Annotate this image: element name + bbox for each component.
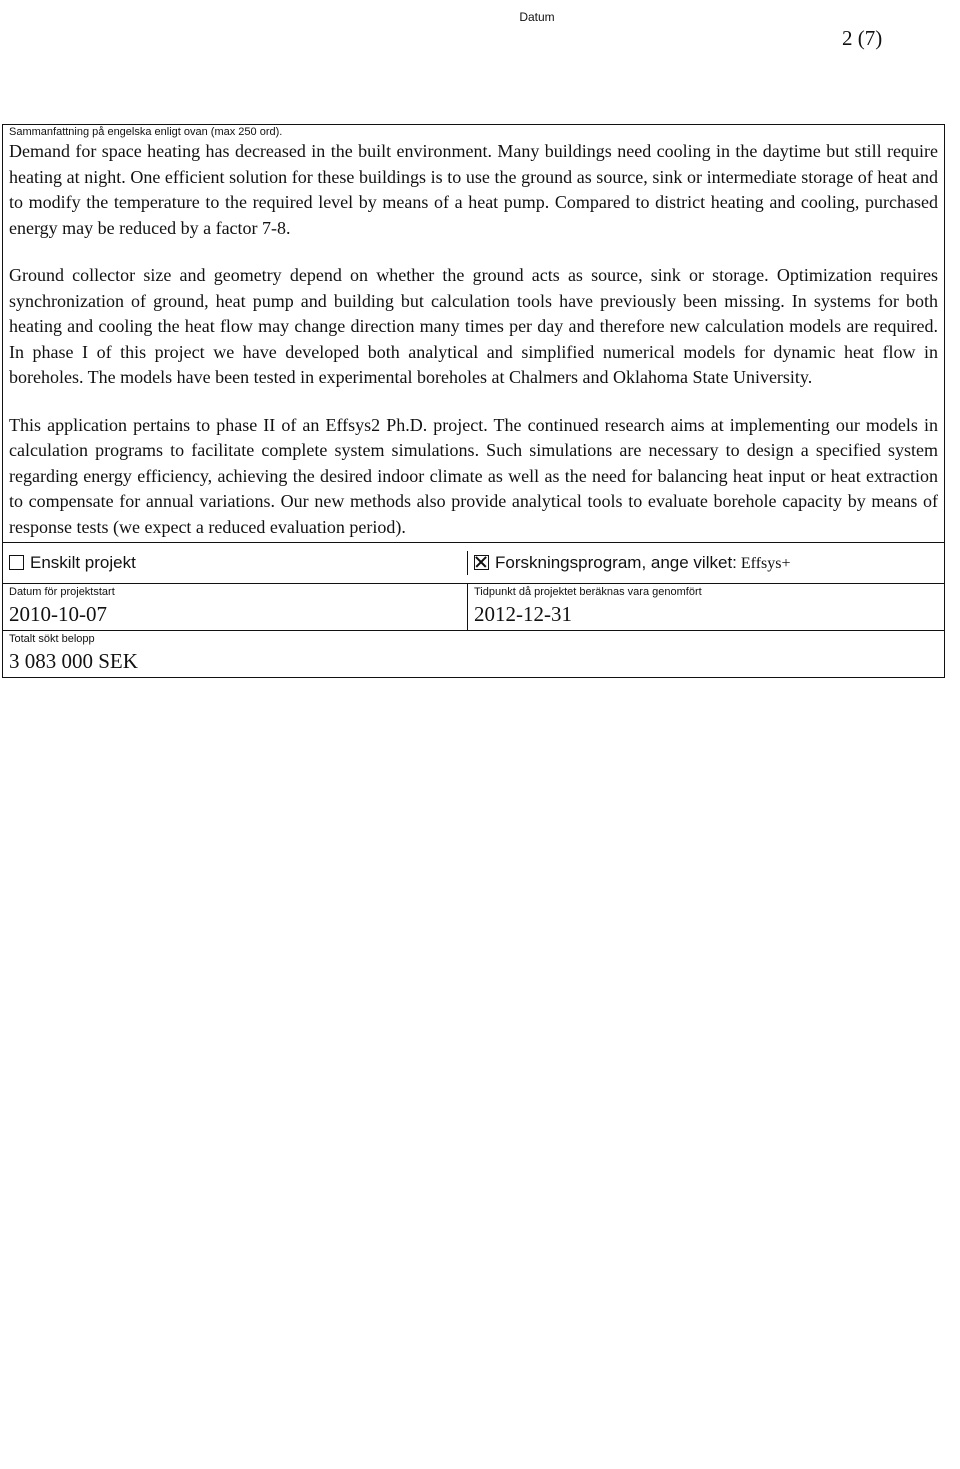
- dates-row: [3, 584, 944, 631]
- amount-label: Totalt sökt belopp: [9, 633, 95, 645]
- single-project-label: Enskilt projekt: [30, 553, 136, 572]
- end-date-value: 2012-12-31: [474, 602, 572, 626]
- amount-value: 3 083 000 SEK: [9, 649, 138, 673]
- research-program-name: Effsys+: [740, 555, 791, 572]
- start-date-label: Datum för projektstart: [9, 586, 115, 598]
- amount-cell: [3, 631, 144, 677]
- page-number: 2 (7): [842, 26, 883, 50]
- amount-row: [3, 631, 944, 677]
- application-form: [2, 124, 945, 678]
- single-project-cell[interactable]: [3, 551, 468, 575]
- start-date-cell: [3, 584, 468, 630]
- research-program-checkbox[interactable]: [474, 555, 489, 570]
- research-program-label: Forskningsprogram, ange vilket:: [495, 553, 737, 572]
- research-program-cell[interactable]: [468, 551, 944, 575]
- end-date-label: Tidpunkt då projektet beräknas vara genomfört: [474, 586, 702, 598]
- project-type-row: [3, 543, 944, 584]
- summary-paragraph-1: Demand for space heating has decreased in the built environment. Many buildings need cooling in the daytime but still require heating at night. One efficient solution for these buildings is to use the ground as source, sink or intermediate storage of heat and to modify the temperature to the required level by means of a heat pump. Compared to district heating and cooling, purchased energy may be reduced by a factor 7-8.: [9, 141, 938, 238]
- single-project-checkbox[interactable]: [9, 555, 24, 570]
- summary-paragraph-2: Ground collector size and geometry depend on whether the ground acts as source, sink or storage. Optimization requires synchronization of ground, heat pump and building but calculation tools have previously been missing. In systems for both heating and cooling the heat flow may change direction many times per day and therefore new calculation models are required. In phase I of this project we have developed both analytical and simplified numerical models for dynamic heat flow in boreholes. The models have been tested in experimental boreholes at Chalmers and Oklahoma State University.: [9, 265, 938, 387]
- summary-paragraph-3: This application pertains to phase II of an Effsys2 Ph.D. project. The continued research aims at implementing our models in calculation programs to facilitate complete system simulations. Such simulations are necessary to design a specified system regarding energy efficiency, achieving the desired indoor climate as well as the need for balancing heat input or heat extraction to compensate for annual variations. Our new methods also provide analytical tools to evaluate borehole capacity by means of response tests (we expect a reduced evaluation period).: [9, 414, 938, 537]
- end-date-cell: [468, 584, 944, 630]
- start-date-value: 2010-10-07: [9, 602, 107, 626]
- summary-label: Sammanfattning på engelska enligt ovan (max 250 ord).: [9, 126, 283, 138]
- header-date-label: Datum: [519, 10, 555, 24]
- summary-section: [3, 125, 944, 543]
